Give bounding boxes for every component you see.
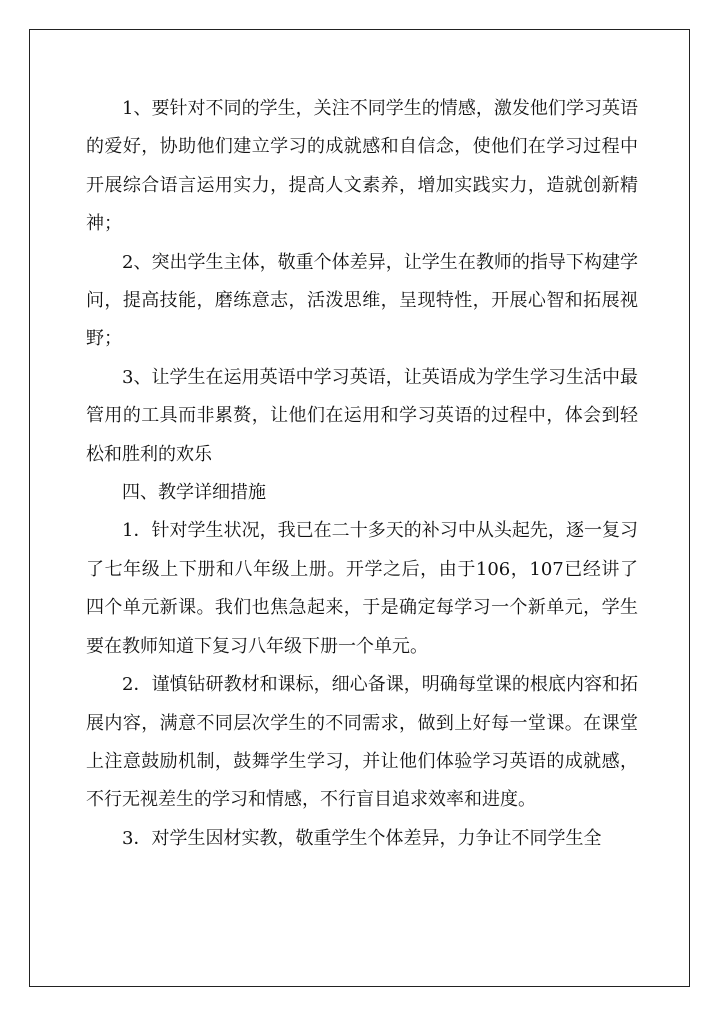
paragraph-goal-3: 3、让学生在运用英语中学习英语，让英语成为学生学习生活中最管用的工具而非累赘，让他们在运用和学习英语的过程中，体会到轻松和胜利的欢乐 — [86, 366, 638, 465]
section-heading-measures: 四、教学详细措施 — [122, 482, 266, 504]
document-body — [86, 90, 638, 858]
paragraph-measure-2: 2．谨慎钻研教材和课标，细心备课，明确每堂课的根底内容和拓展内容，满意不同层次学生的不同需求，做到上好每一堂课。在课堂上注意鼓励机制，鼓舞学生学习，并让他们体验学习英语的成就感，不行无视差生的学习和情感，不行盲目追求效率和进度。 — [86, 674, 638, 811]
paragraph-goal-1: 1、要针对不同的学生，关注不同学生的情感，激发他们学习英语的爱好，协助他们建立学习的成就感和自信念，使他们在学习过程中开展综合语言运用实力，提高人文素养，增加实践实力，造就创新精神； — [86, 98, 638, 235]
paragraph-measure-3: 3．对学生因材实教，敬重学生个体差异，力争让不同学生全 — [122, 827, 602, 849]
paragraph-goal-2: 2、突出学生主体，敬重个体差异，让学生在教师的指导下构建学问，提高技能，磨练意志，活泼思维，呈现特性，开展心智和拓展视野； — [86, 251, 638, 350]
paragraph-measure-1: 1．针对学生状况，我已在二十多天的补习中从头起先，逐一复习了七年级上下册和八年级上册。开学之后，由于106，107已经讲了四个单元新课。我们也焦急起来，于是确定每学习一个新单元，学生要在教师知道下复习八年级下册一个单元。 — [86, 520, 638, 657]
